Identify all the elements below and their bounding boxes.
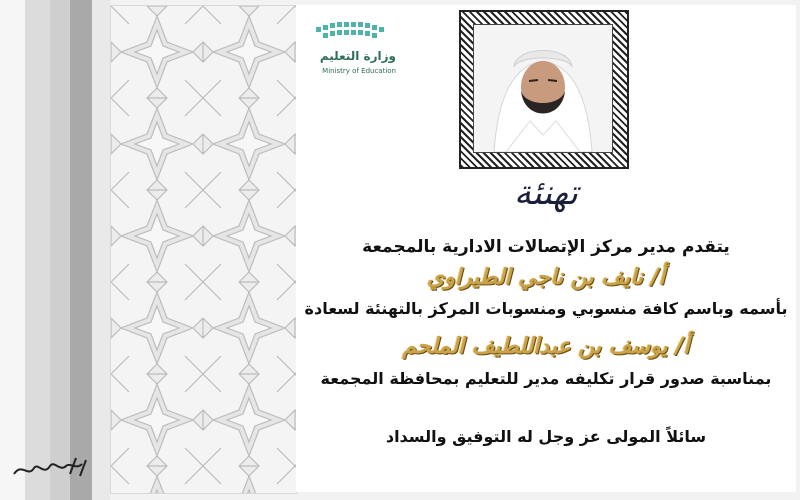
geometric-pattern-panel (110, 5, 297, 494)
sender-name: أ/ نايف بن ناجي الطيراوي (427, 264, 665, 290)
stripe-1 (0, 0, 25, 500)
person-portrait-icon (474, 25, 612, 152)
greeting-card (296, 5, 796, 492)
arabesque-pattern-icon (111, 6, 296, 493)
greeting-line-1: يتقدم مدير مركز الإتصالات الادارية بالمجمعة (362, 237, 730, 257)
greeting-line-3: بمناسبة صدور قرار تكليفه مدير للتعليم بمحافظة المجمعة (320, 369, 772, 388)
stripe-5 (92, 0, 110, 500)
ministry-emblem-icon (310, 13, 396, 53)
stripe-2 (25, 0, 50, 500)
ministry-name-english: Ministry of Education (322, 67, 396, 75)
ministry-name-arabic: وزارة التعليم (319, 49, 396, 63)
portrait-photo (473, 24, 613, 153)
greeting-line-2: بأسمه وباسم كافة منسوبي ومنسوبات المركز بالتهنئة لسعادة (304, 299, 788, 318)
handwritten-signature (10, 452, 100, 484)
stripe-4 (70, 0, 92, 500)
congratulation-heading: تهنئة (514, 173, 578, 213)
stripe-3 (50, 0, 70, 500)
signature-icon (10, 452, 100, 484)
recipient-name: أ/ يوسف بن عبداللطيف الملحم (402, 333, 690, 359)
portrait-frame (459, 10, 629, 169)
greeting-line-4: سائلاً المولى عز وجل له التوفيق والسداد (385, 427, 707, 446)
